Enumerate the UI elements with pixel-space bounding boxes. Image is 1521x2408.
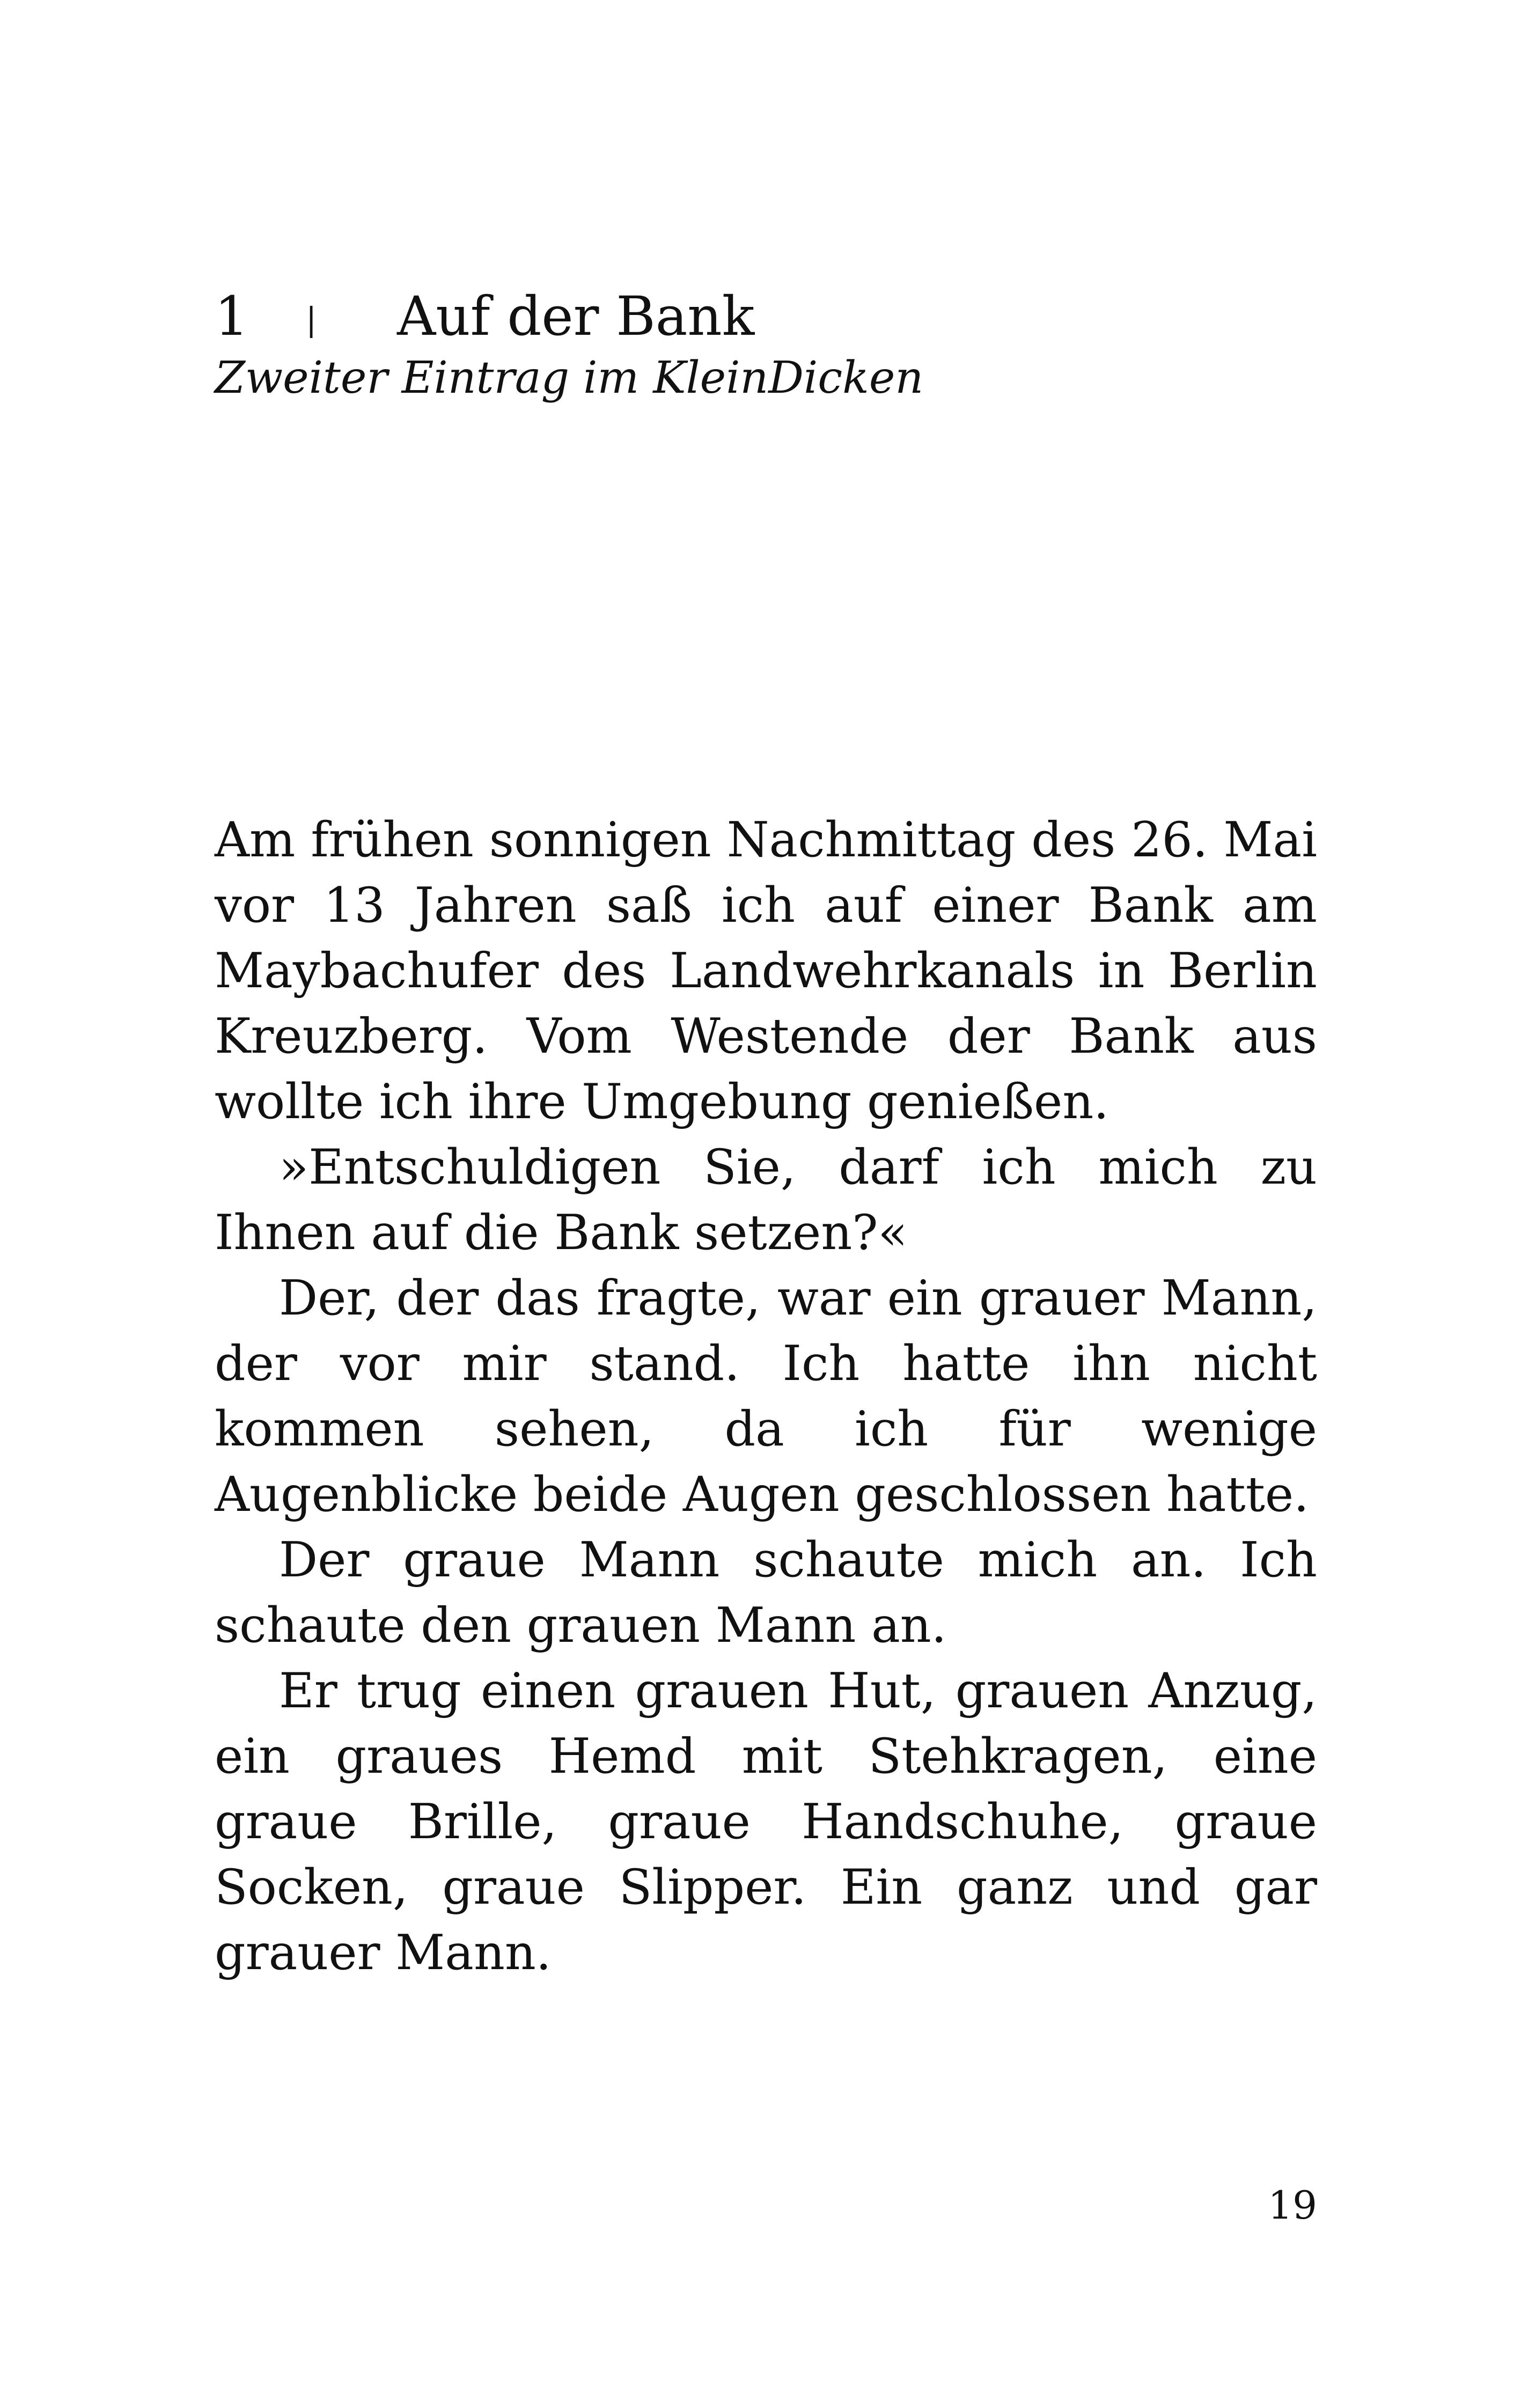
paragraph: Der, der das fragte, war ein grauer Mann, der vor mir stand. Ich hatte ihn nicht kommen sehen, da ich für wenige Augenblicke beide Augen geschlossen hatte. (215, 1270, 1317, 1523)
page-number: 19 (1268, 2183, 1317, 2228)
chapter-heading (215, 279, 754, 357)
paragraph: Am frühen sonnigen Nachmittag des 26. Mai vor 13 Jahren saß ich auf einer Bank am Maybachufer des Landwehrkanals in Berlin Kreuzberg. Vom Westende der Bank aus wollte ich ihre Umgebung genießen. (215, 812, 1317, 1130)
chapter-separator: | (306, 301, 317, 339)
chapter-number: 1 (215, 285, 249, 348)
body-text (215, 807, 1317, 1986)
chapter-title: Auf der Bank (397, 285, 755, 348)
paragraph: Er trug einen grauen Hut, grauen Anzug, ein graues Hemd mit Stehkragen, eine graue Brille, graue Handschuhe, graue Socken, graue Slipper. Ein ganz und gar grauer Mann. (215, 1663, 1317, 1981)
paragraph: Der graue Mann schaute mich an. Ich schaute den grauen Mann an. (215, 1532, 1317, 1654)
paragraph: »Entschuldigen Sie, darf ich mich zu Ihnen auf die Bank setzen?« (215, 1139, 1317, 1261)
chapter-subtitle: Zweiter Eintrag im KleinDicken (215, 353, 924, 403)
